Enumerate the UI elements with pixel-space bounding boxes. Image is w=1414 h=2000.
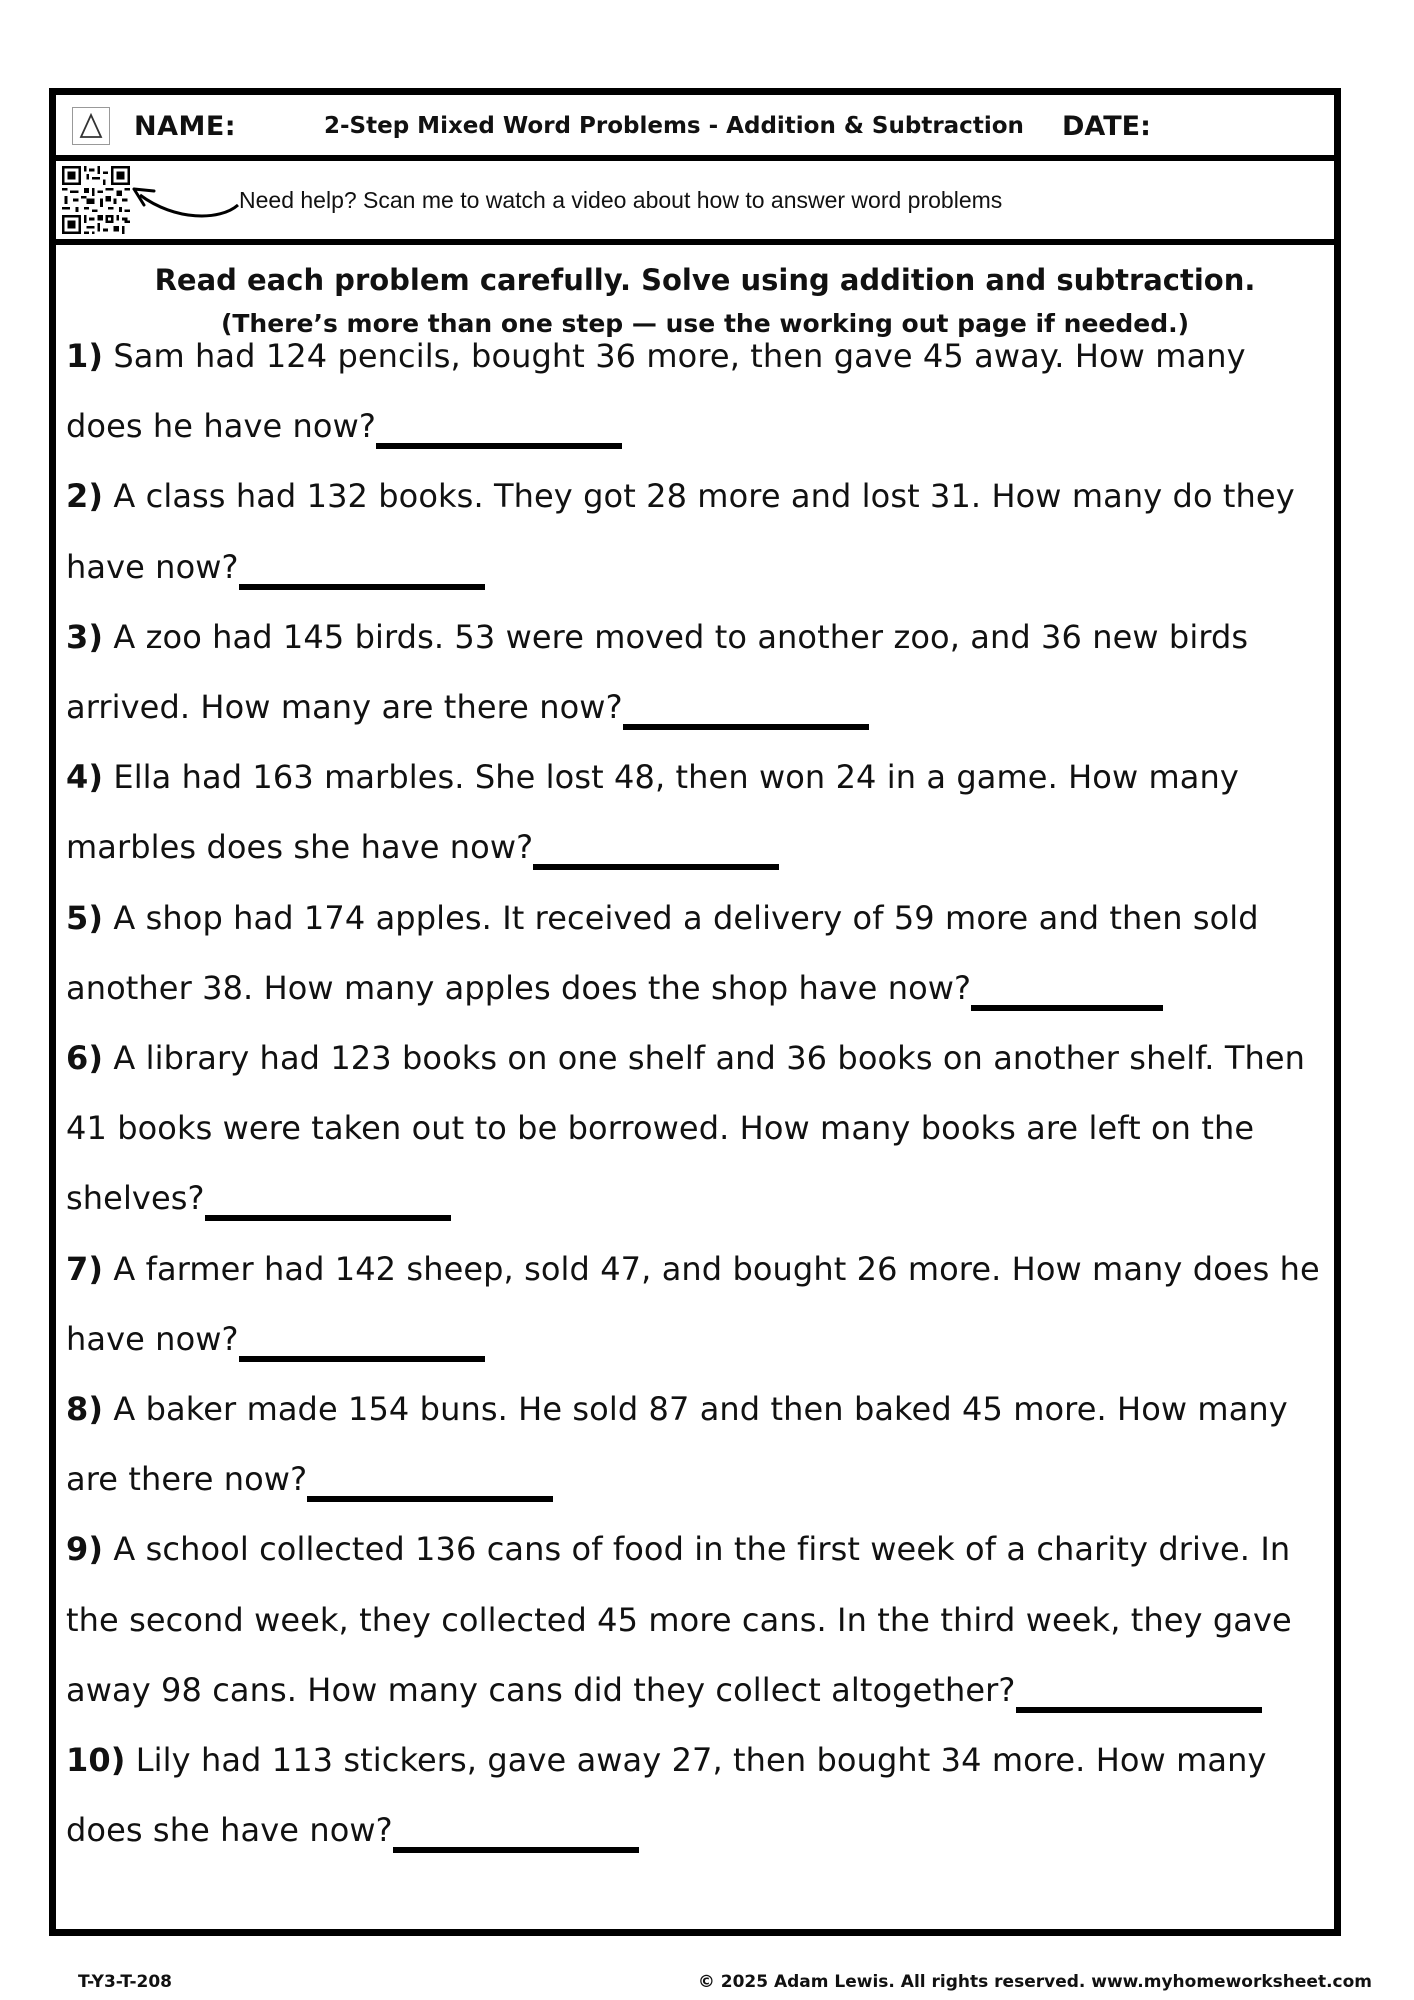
help-text: Need help? Scan me to watch a video about how to answer word problems [239, 187, 1003, 213]
problem-text: Sam had 124 pencils, bought 36 more, then gave 45 away. How many does he have now? [66, 337, 1246, 446]
problem-4 [66, 742, 1328, 882]
answer-blank[interactable] [1016, 1707, 1262, 1713]
problem-number: 10) [66, 1741, 126, 1780]
problem-text: A baker made 154 buns. He sold 87 and then baked 45 more. How many are there now? [66, 1390, 1288, 1499]
problem-number: 9) [66, 1530, 104, 1569]
problem-1 [66, 321, 1328, 461]
problem-text: A zoo had 145 birds. 53 were moved to another zoo, and 36 new birds arrived. How many are there now? [66, 617, 1249, 727]
problem-number: 4) [66, 758, 104, 797]
problem-text: A class had 132 books. They got 28 more and lost 31. How many do they have now? [66, 477, 1295, 586]
problem-text: A shop had 174 apples. It received a delivery of 59 more and then sold another 38. How many apples does the shop have now? [66, 898, 1259, 1007]
problem-text: A farmer had 142 sheep, sold 47, and bought 26 more. How many does he have now? [66, 1249, 1320, 1358]
answer-blank[interactable] [533, 864, 779, 870]
answer-blank[interactable] [239, 1356, 485, 1362]
instructions-line-1: Read each problem carefully. Solve using addition and subtraction. [154, 263, 1256, 297]
answer-blank[interactable] [205, 1215, 451, 1221]
problem-5 [66, 883, 1328, 1023]
problem-text: Ella had 163 marbles. She lost 48, then won 24 in a game. How many marbles does she have now? [66, 758, 1239, 867]
worksheet-frame [49, 88, 1341, 1936]
answer-blank[interactable] [971, 1005, 1163, 1011]
worksheet-code: T-Y3-T-208 [78, 1972, 172, 1992]
copyright-text: © 2025 Adam Lewis. All rights reserved. www.myhomeworksheet.com [697, 1972, 1372, 1992]
help-row [56, 161, 1334, 245]
problem-7 [66, 1234, 1328, 1374]
header-row [56, 95, 1334, 161]
problem-number: 1) [66, 337, 104, 375]
problem-text: Lily had 113 stickers, gave away 27, then bought 34 more. How many does she have now? [66, 1741, 1267, 1850]
name-label: NAME: [134, 111, 237, 142]
date-label: DATE: [1062, 111, 1151, 142]
problem-text: A library had 123 books on one shelf and 36 books on another shelf. Then 41 books were taken out to be borrowed. How many books are left on the shelves? [66, 1039, 1306, 1218]
problem-number: 2) [66, 477, 104, 516]
problem-10 [66, 1725, 1328, 1865]
problem-6 [66, 1023, 1328, 1234]
problem-number: 7) [66, 1249, 104, 1288]
logo [72, 107, 110, 145]
answer-blank[interactable] [376, 443, 622, 449]
answer-blank[interactable] [393, 1847, 639, 1853]
problem-9 [66, 1514, 1328, 1725]
answer-blank[interactable] [239, 584, 485, 590]
triangle-logo-icon [79, 113, 103, 139]
problem-8 [66, 1374, 1328, 1514]
answer-blank[interactable] [307, 1496, 553, 1502]
worksheet-title: 2-Step Mixed Word Problems - Addition & Subtraction [324, 113, 1024, 139]
problem-number: 6) [66, 1039, 104, 1078]
problem-list [66, 321, 1328, 1865]
problem-number: 5) [66, 898, 104, 937]
arrow-icon [130, 181, 240, 225]
problem-3 [66, 602, 1328, 742]
problem-2 [66, 461, 1328, 601]
problem-number: 8) [66, 1390, 104, 1429]
instructions-line-2: (There’s more than one step — use the working out page if needed.) [220, 309, 1190, 338]
problem-text: A school collected 136 cans of food in the first week of a charity drive. In the second week, they collected 45 more cans. In the third week, they gave away 98 cans. How many cans did they collect altogether? [66, 1530, 1292, 1709]
answer-blank[interactable] [623, 724, 869, 730]
problem-number: 3) [66, 617, 104, 656]
qr-code-icon[interactable] [62, 166, 130, 234]
